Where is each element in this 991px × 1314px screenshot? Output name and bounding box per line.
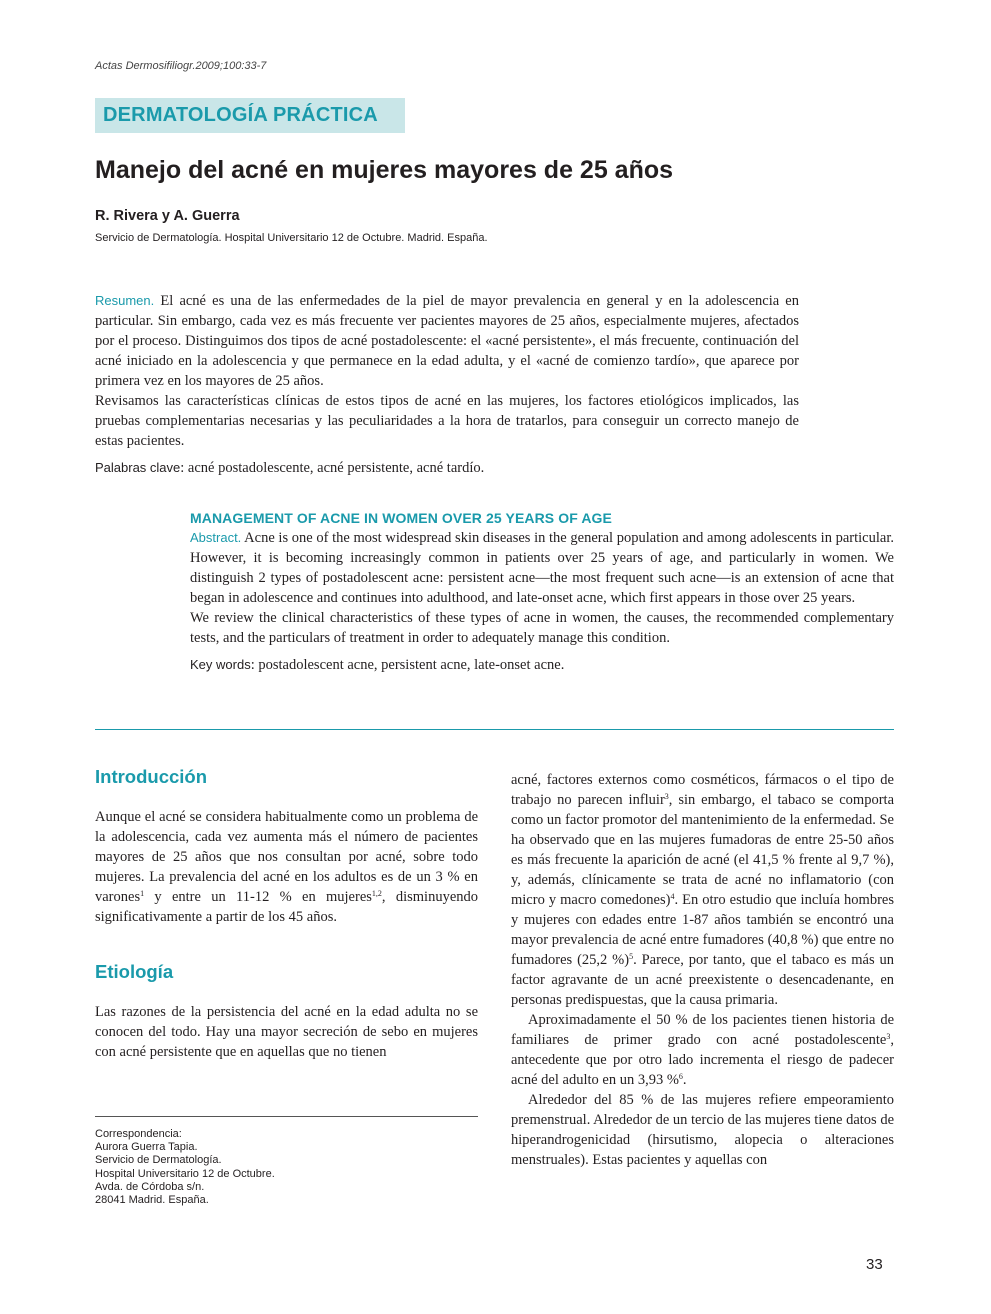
right-text: acné, factores externos como cosméticos, fármacos o el tipo de trabajo no parecen influir: [511, 772, 894, 808]
citation: 3: [886, 1032, 891, 1041]
resumen-paragraph-2: Revisamos las características clínicas de estos tipos de acné en las mujeres, los factores etiológicos implicados, las pruebas complementarias necesarias y las peculiaridades a la hora de tratarlos, para conseguir un correcto manejo de estas pacientes.: [95, 393, 799, 449]
correspondence-line: Hospital Universitario 12 de Octubre.: [95, 1167, 275, 1180]
resumen-paragraph-1: [95, 291, 799, 391]
resumen-label: Resumen.: [95, 293, 155, 308]
right-paragraph-3: Alrededor del 85 % de las mujeres refiere empeoramiento premenstrual. Alrededor de un tercio de las mujeres tiene datos de hiperandrogenicidad (hirsutismo, alopecia o alteraciones menstruales). Estas pacientes y aquellas con: [511, 1092, 894, 1168]
right-text: . En otro estudio que incluía hombres y mujeres con edades entre 1-87 años también se encontró una mayor prevalencia de acné entre fumadores (40,8 %) que entre no fumadores (25,2 %): [511, 892, 894, 968]
abstract-label: Abstract.: [190, 530, 242, 545]
section-divider: [95, 729, 894, 730]
correspondence-line: Correspondencia:: [95, 1128, 182, 1140]
affiliation: Servicio de Dermatología. Hospital Universitario 12 de Octubre. Madrid. España.: [95, 232, 488, 244]
abstract-paragraph-2: We review the clinical characteristics of these types of acne in women, the causes, the recommended complementary tests, and the particulars of treatment in order to adequately manage this condition.: [190, 610, 894, 646]
intro-text-3: , disminuyendo significativamente a partir de los 45 años.: [95, 889, 478, 925]
correspondence-line: Aurora Guerra Tapia.: [95, 1141, 198, 1154]
right-text: , antecedente que por otro lado incrementa el riesgo de padecer acné del adulto en un 3,93 %: [511, 1032, 894, 1088]
key-words-text: : postadolescent acne, persistent acne, late-onset acne.: [250, 657, 565, 673]
section-banner: DERMATOLOGÍA PRÁCTICA: [95, 98, 405, 133]
citation: 1: [140, 889, 145, 898]
intro-paragraph: [95, 807, 478, 927]
palabras-clave: [95, 458, 799, 478]
journal-reference: Actas Dermosifiliogr.2009;100:33-7: [95, 60, 267, 72]
authors: R. Rivera y A. Guerra: [95, 208, 240, 224]
etiologia-paragraph: Las razones de la persistencia del acné en la edad adulta no se conocen del todo. Hay una mayor secreción de sebo en mujeres con acné persistente que en aquellas que no tienen: [95, 1004, 478, 1060]
abstract-section: [190, 510, 894, 675]
palabras-clave-label: Palabras clave: [95, 460, 181, 475]
citation: 3: [664, 792, 669, 801]
right-text: . Parece, por tanto, que el tabaco es más un factor agravante de un acné preexistente o desencadenante, en personas predispuestas, que la causa primaria.: [511, 952, 894, 1008]
abstract-title: MANAGEMENT OF ACNE IN WOMEN OVER 25 YEARS OF AGE: [190, 510, 612, 526]
page-number: 33: [866, 1256, 883, 1273]
citation: 4: [670, 892, 675, 901]
citation: 5: [629, 952, 634, 961]
resumen-text-1: El acné es una de las enfermedades de la piel de mayor prevalencia en general y en la adolescencia en particular. Sin embargo, cada vez es más frecuente ver pacientes mayores de 25 años, especialmente mujeres, afectados por el proceso. Distinguimos dos tipos de acné postadolescente: el «acné persistente», el más frecuente, continuación del acné iniciado en la adolescencia y que permanece en la edad adulta, y el «acné de comienzo tardío», que aparece por primera vez en los mayores de 25 años.: [95, 293, 799, 389]
citation: 1,2: [371, 889, 382, 898]
footnote-divider: [95, 1116, 478, 1117]
right-column: [511, 770, 894, 1170]
intro-text-2: y entre un 11-12 % en mujeres: [144, 889, 372, 905]
correspondence-line: 28041 Madrid. España.: [95, 1194, 209, 1207]
right-text: Aproximadamente el 50 % de los pacientes tienen historia de familiares de primer grado con acné postadolescente: [511, 1012, 894, 1048]
right-text: , sin embargo, el tabaco se comporta como un factor promotor del mantenimiento de la enfermedad. Se ha observado que en las mujeres fumadoras de entre 25-50 años es más frecuente la aparición de acné (el 41,5 % frente al 9,7 %), y, además, clínicamente se trata de acné no inflamatorio (con micro y macro comedones): [511, 792, 894, 908]
right-text: .: [682, 1072, 687, 1088]
right-paragraph-1: [511, 770, 894, 1010]
resumen-section: [95, 291, 799, 478]
intro-heading: Introducción: [95, 766, 208, 787]
article-title: Manejo del acné en mujeres mayores de 25 años: [95, 156, 674, 184]
abstract-paragraph-1: [190, 528, 894, 608]
correspondence-line: Avda. de Córdoba s/n.: [95, 1180, 205, 1193]
left-column: [95, 766, 478, 1062]
intro-text-1: Aunque el acné se considera habitualmente como un problema de la adolescencia, cada vez aumenta más el número de pacientes mayores de 25 años que nos consultan por acné, sobre todo mujeres. La prevalencia del acné en los adultos es de un 3 % en varones: [95, 809, 478, 905]
correspondence-line: Servicio de Dermatología.: [95, 1154, 222, 1167]
key-words: [190, 655, 894, 675]
etiologia-heading: Etiología: [95, 961, 174, 982]
key-words-label: Key words: [190, 657, 251, 672]
palabras-clave-text: : acné postadolescente, acné persistente, acné tardío.: [180, 460, 485, 476]
right-paragraph-2: [511, 1010, 894, 1090]
citation: 6: [678, 1072, 683, 1081]
abstract-text-1: Acne is one of the most widespread skin diseases in the general population and among adolescents in particular. However, it is becoming increasingly common in patients over 25 years of age, and particularly in women. We distinguish 2 types of postadolescent acne: persistent acne—the most frequent such acne—is an extension of acne that began in adolescence and continues into adulthood, and late-onset acne, which first appears in those over 25 years.: [190, 530, 894, 606]
correspondence: [95, 1128, 275, 1207]
